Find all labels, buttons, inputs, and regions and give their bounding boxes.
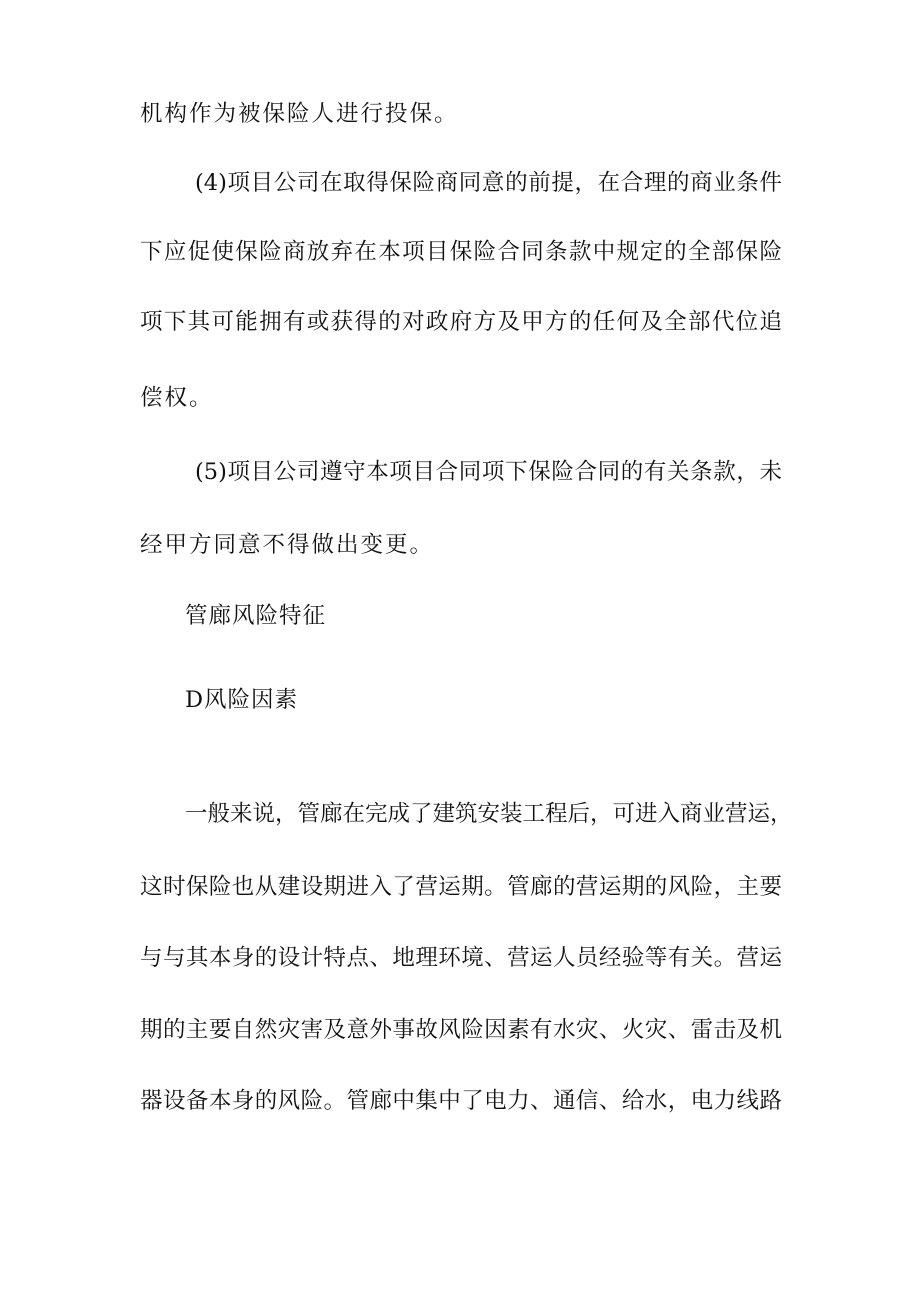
subsection-heading: D风险因素 bbox=[185, 687, 299, 713]
text-line: 下应促使保险商放弃在本项目保险合同条款中规定的全部保险 bbox=[140, 239, 782, 265]
text-line: 机构作为被保险人进行投保。 bbox=[140, 101, 459, 127]
text-line: 偿权。 bbox=[140, 385, 214, 411]
text-line: (4)项目公司在取得保险商同意的前提，在合理的商业条件 bbox=[195, 170, 782, 196]
text-line: 项下其可能拥有或获得的对政府方及甲方的任何及全部代位追 bbox=[140, 309, 782, 335]
text-line: 这时保险也从建设期进入了营运期。管廊的营运期的风险，主要 bbox=[140, 874, 782, 900]
text-line: 器设备本身的风险。管廊中集中了电力、通信、给水，电力线路 bbox=[140, 1088, 782, 1114]
text-line: (5)项目公司遵守本项目合同项下保险合同的有关条款，未 bbox=[195, 459, 782, 485]
text-line: 一般来说，管廊在完成了建筑安装工程后，可进入商业营运， bbox=[185, 801, 793, 827]
text-line: 与与其本身的设计特点、地理环境、营运人员经验等有关。营运 bbox=[140, 945, 782, 971]
text-line: 期的主要自然灾害及意外事故风险因素有水灾、火灾、雷击及机 bbox=[140, 1017, 782, 1043]
text-line: 经甲方同意不得做出变更。 bbox=[140, 532, 435, 558]
section-heading: 管廊风险特征 bbox=[185, 603, 327, 629]
